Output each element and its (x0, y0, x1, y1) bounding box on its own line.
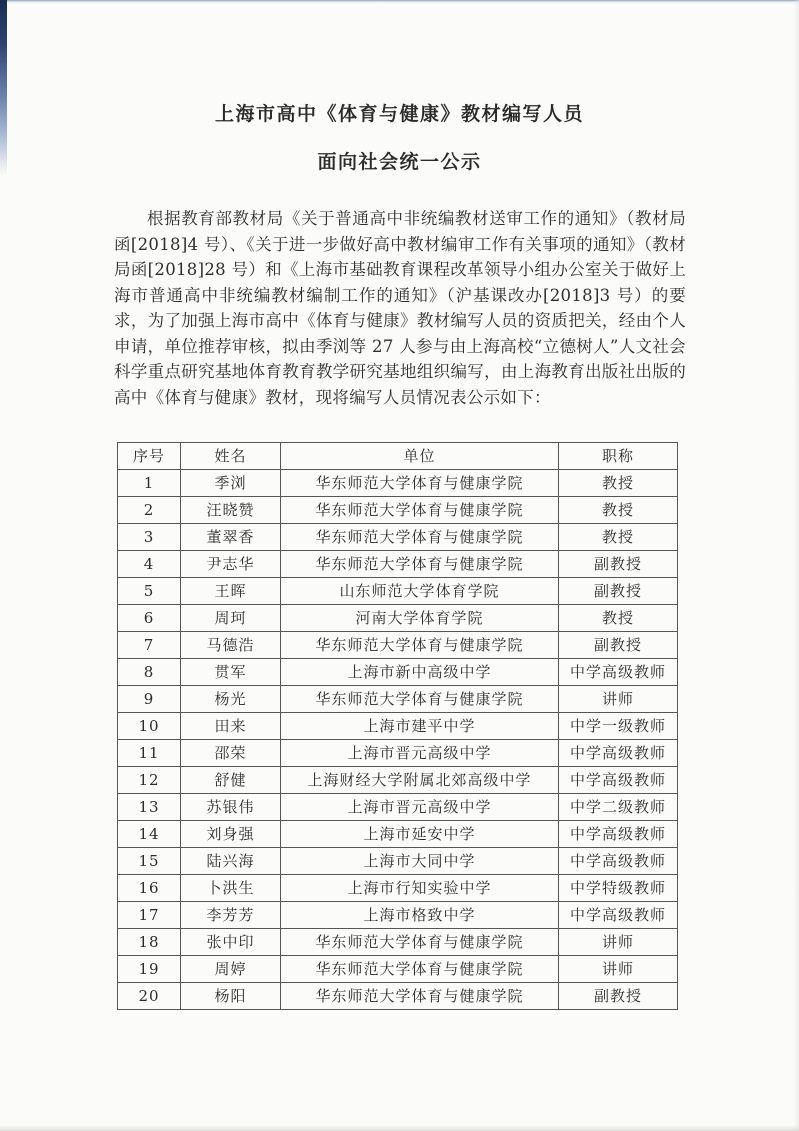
table-cell: 董翠香 (181, 524, 281, 551)
table-cell: 教授 (559, 524, 678, 551)
table-cell: 邵荣 (181, 740, 281, 767)
document-title-line2: 面向社会统一公示 (317, 151, 482, 173)
table-cell: 教授 (559, 497, 678, 524)
table-cell: 李芳芳 (181, 902, 281, 929)
table-row (118, 902, 678, 929)
table-cell: 讲师 (559, 686, 678, 713)
table-cell: 舒健 (181, 767, 281, 794)
table-row (118, 767, 678, 794)
table-cell: 华东师范大学体育与健康学院 (281, 524, 559, 551)
table-cell: 上海市大同中学 (281, 848, 559, 875)
table-cell: 中学二级教师 (559, 794, 678, 821)
table-cell: 讲师 (559, 929, 678, 956)
table-cell: 杨阳 (181, 983, 281, 1010)
table-cell: 陆兴海 (181, 848, 281, 875)
table-cell: 汪晓赞 (181, 497, 281, 524)
table-cell: 19 (118, 956, 181, 983)
table-cell: 王晖 (181, 578, 281, 605)
table-cell: 中学特级教师 (559, 875, 678, 902)
table-cell: 13 (118, 794, 181, 821)
table-row (118, 632, 678, 659)
table-header-row (118, 443, 678, 470)
table-cell: 卜洪生 (181, 875, 281, 902)
table-cell: 中学高级教师 (559, 767, 678, 794)
table-cell: 上海市格致中学 (281, 902, 559, 929)
table-cell: 季浏 (181, 470, 281, 497)
table-cell: 中学高级教师 (559, 659, 678, 686)
document-body-paragraph: 根据教育部教材局《关于普通高中非统编教材送审工作的通知》（教材局函[2018]4 号）、《关于进一步做好高中教材编审工作有关事项的通知》（教材局函[2018]28 号）和《上海市基础教育课程改革领导小组办公室关于做好上海市普通高中非统编教材编制工作的通知》（沪基课改办[2018]3 号）的要求，为了加强上海市高中《体育与健康》教材编写人员的资质把关，经由个人申请，单位推荐审核，拟由季浏等 27 人参与由上海高校“立德树人”人文社会科学重点研究基地体育教育教学研究基地组织编写，由上海教育出版社出版的高中《体育与健康》教材，现将编写人员情况表公示如下： (114, 209, 686, 407)
table-cell: 教授 (559, 605, 678, 632)
table-cell: 刘身强 (181, 821, 281, 848)
table-cell: 1 (118, 470, 181, 497)
table-cell: 7 (118, 632, 181, 659)
table-row (118, 686, 678, 713)
table-cell: 周婷 (181, 956, 281, 983)
column-header-1: 姓名 (181, 443, 281, 470)
table-cell: 9 (118, 686, 181, 713)
table-cell: 4 (118, 551, 181, 578)
table-row (118, 578, 678, 605)
document-title-line1: 上海市高中《体育与健康》教材编写人员 (214, 103, 584, 125)
table-row (118, 470, 678, 497)
table-cell: 杨光 (181, 686, 281, 713)
table-cell: 中学高级教师 (559, 902, 678, 929)
table-cell: 6 (118, 605, 181, 632)
table-cell: 2 (118, 497, 181, 524)
table-cell: 副教授 (559, 632, 678, 659)
personnel-table (117, 442, 678, 1010)
table-cell: 华东师范大学体育与健康学院 (281, 983, 559, 1010)
table-row (118, 551, 678, 578)
table-cell: 12 (118, 767, 181, 794)
table-cell: 华东师范大学体育与健康学院 (281, 929, 559, 956)
table-cell: 中学高级教师 (559, 848, 678, 875)
table-cell: 尹志华 (181, 551, 281, 578)
document-title-block (0, 0, 799, 176)
table-row (118, 740, 678, 767)
table-cell: 16 (118, 875, 181, 902)
table-cell: 15 (118, 848, 181, 875)
table-cell: 上海财经大学附属北郊高级中学 (281, 767, 559, 794)
table-cell: 中学高级教师 (559, 740, 678, 767)
table-cell: 贯军 (181, 659, 281, 686)
table-cell: 华东师范大学体育与健康学院 (281, 686, 559, 713)
table-row (118, 713, 678, 740)
table-cell: 5 (118, 578, 181, 605)
table-row (118, 821, 678, 848)
column-header-3: 职称 (559, 443, 678, 470)
table-cell: 上海市晋元高级中学 (281, 794, 559, 821)
table-row (118, 497, 678, 524)
table-cell: 中学一级教师 (559, 713, 678, 740)
table-row (118, 659, 678, 686)
table-cell: 20 (118, 983, 181, 1010)
table-cell: 田来 (181, 713, 281, 740)
table-cell: 10 (118, 713, 181, 740)
table-cell: 上海市延安中学 (281, 821, 559, 848)
table-cell: 14 (118, 821, 181, 848)
table-cell: 华东师范大学体育与健康学院 (281, 497, 559, 524)
table-cell: 张中印 (181, 929, 281, 956)
column-header-2: 单位 (281, 443, 559, 470)
table-cell: 上海市新中高级中学 (281, 659, 559, 686)
table-row (118, 956, 678, 983)
table-row (118, 524, 678, 551)
table-cell: 副教授 (559, 578, 678, 605)
table-cell: 上海市建平中学 (281, 713, 559, 740)
table-cell: 3 (118, 524, 181, 551)
table-cell: 华东师范大学体育与健康学院 (281, 470, 559, 497)
table-row (118, 848, 678, 875)
table-cell: 华东师范大学体育与健康学院 (281, 956, 559, 983)
table-cell: 山东师范大学体育学院 (281, 578, 559, 605)
column-header-0: 序号 (118, 443, 181, 470)
table-cell: 周珂 (181, 605, 281, 632)
table-row (118, 875, 678, 902)
table-cell: 8 (118, 659, 181, 686)
table-cell: 上海市行知实验中学 (281, 875, 559, 902)
table-body (118, 470, 678, 1010)
table-cell: 讲师 (559, 956, 678, 983)
table-row (118, 929, 678, 956)
table-row (118, 605, 678, 632)
table-cell: 马德浩 (181, 632, 281, 659)
table-cell: 华东师范大学体育与健康学院 (281, 632, 559, 659)
scan-artifact-bottom-edge (0, 1125, 799, 1131)
table-cell: 河南大学体育学院 (281, 605, 559, 632)
table-cell: 华东师范大学体育与健康学院 (281, 551, 559, 578)
table-cell: 苏银伟 (181, 794, 281, 821)
table-cell: 副教授 (559, 551, 678, 578)
table-cell: 上海市晋元高级中学 (281, 740, 559, 767)
table-cell: 17 (118, 902, 181, 929)
table-cell: 副教授 (559, 983, 678, 1010)
table-row (118, 794, 678, 821)
table-cell: 中学高级教师 (559, 821, 678, 848)
table-cell: 11 (118, 740, 181, 767)
table-cell: 18 (118, 929, 181, 956)
table-row (118, 983, 678, 1010)
table-cell: 教授 (559, 470, 678, 497)
